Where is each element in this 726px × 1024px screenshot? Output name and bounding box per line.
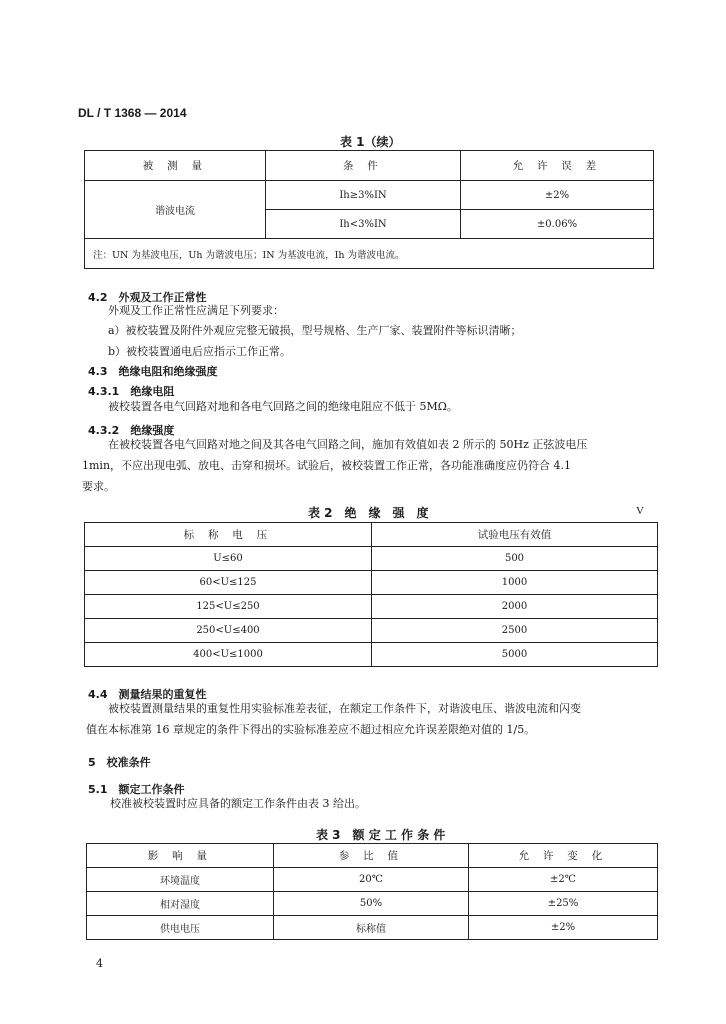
table3-reference: 标称值: [274, 916, 469, 940]
table1-header-quantity: 被 测 量: [85, 151, 266, 181]
table2: [84, 522, 658, 667]
table3-variation: ±2℃: [469, 868, 658, 892]
table3-variation: ±25%: [469, 892, 658, 916]
table3-reference: 50%: [274, 892, 469, 916]
section-5-1-title: 5.1 额定工作条件: [88, 783, 185, 796]
section-4-2-item-b: b）被校装置通电后应指示工作正常。: [108, 345, 292, 358]
table3-caption: 表 3 额 定 工 作 条 件: [316, 828, 446, 842]
section-4-3-2-line-2: 1min，不应出现电弧、放电、击穿和损坏。试验后，被校装置工作正常，各功能准确度应仍符合 4.1: [82, 459, 572, 472]
page-number: 4: [96, 957, 103, 970]
table2-nominal: 125<U≤250: [85, 595, 372, 619]
table2-test: 2500: [372, 619, 658, 643]
section-4-3-2-title: 4.3.2 绝缘强度: [88, 424, 175, 437]
section-4-3-2-line-1: 在被校装置各电气回路对地之间及其各电气回路之间，施加有效值如表 2 所示的 50Hz 正弦波电压: [108, 438, 588, 451]
table2-nominal: 250<U≤400: [85, 619, 372, 643]
section-4-3-1-title: 4.3.1 绝缘电阻: [88, 385, 175, 398]
table2-test: 1000: [372, 571, 658, 595]
table3-factor: 相对湿度: [87, 892, 274, 916]
document-code: DL / T 1368 — 2014: [78, 106, 187, 120]
table3-header-reference: 参 比 值: [274, 844, 469, 868]
table2-header-nominal: 标 称 电 压: [85, 523, 372, 547]
table2-nominal: U≤60: [85, 547, 372, 571]
table2-nominal: 60<U≤125: [85, 571, 372, 595]
table3-factor: 供电电压: [87, 916, 274, 940]
table1-condition: Ih≥3%IN: [266, 181, 461, 210]
section-5-1-text: 校准被校装置时应具备的额定工作条件由表 3 给出。: [110, 797, 366, 810]
table1-quantity: 谐波电流: [85, 181, 266, 239]
table2-unit: V: [636, 505, 644, 517]
section-5-title: 5 校准条件: [88, 756, 151, 769]
table3-factor: 环境温度: [87, 868, 274, 892]
table2-caption: 表 2 绝 缘 强 度: [308, 506, 429, 520]
table3-header-variation: 允 许 变 化: [469, 844, 658, 868]
table2-nominal: 400<U≤1000: [85, 643, 372, 667]
section-4-3-1-text: 被校装置各电气回路对地和各电气回路之间的绝缘电阻应不低于 5MΩ。: [108, 400, 458, 413]
section-4-2-intro: 外观及工作正常性应满足下列要求：: [108, 304, 284, 317]
table1-tolerance: ±2%: [461, 181, 654, 210]
table2-test: 2000: [372, 595, 658, 619]
table1-tolerance: ±0.06%: [461, 210, 654, 239]
table2-test: 5000: [372, 643, 658, 667]
table3-header-factor: 影 响 量: [87, 844, 274, 868]
table1-condition: Ih<3%IN: [266, 210, 461, 239]
table3: [86, 843, 658, 940]
table3-variation: ±2%: [469, 916, 658, 940]
section-4-3-2-line-3: 要求。: [82, 480, 115, 493]
table1: [84, 150, 654, 269]
table1-caption: 表 1（续）: [340, 135, 401, 149]
table1-header-condition: 条 件: [266, 151, 461, 181]
section-4-4-line-2: 值在本标准第 16 章规定的条件下得出的实验标准差应不超过相应允许误差限绝对值的 1/5。: [86, 723, 536, 736]
table1-header-tolerance: 允 许 误 差: [461, 151, 654, 181]
table3-reference: 20℃: [274, 868, 469, 892]
section-4-2-item-a: a）被校装置及附件外观应完整无破损，型号规格、生产厂家、装置附件等标识清晰；: [108, 324, 522, 337]
table2-test: 500: [372, 547, 658, 571]
section-4-4-title: 4.4 测量结果的重复性: [88, 688, 207, 701]
table1-note: 注：UN 为基波电压，Uh 为谐波电压；IN 为基波电流，Ih 为谐波电流。: [85, 239, 654, 269]
section-4-4-line-1: 被校装置测量结果的重复性用实验标准差表征，在额定工作条件下，对谐波电压、谐波电流和闪变: [108, 702, 581, 715]
section-4-2-title: 4.2 外观及工作正常性: [88, 291, 207, 304]
section-4-3-title: 4.3 绝缘电阻和绝缘强度: [88, 365, 218, 378]
table2-header-test: 试验电压有效值: [372, 523, 658, 547]
